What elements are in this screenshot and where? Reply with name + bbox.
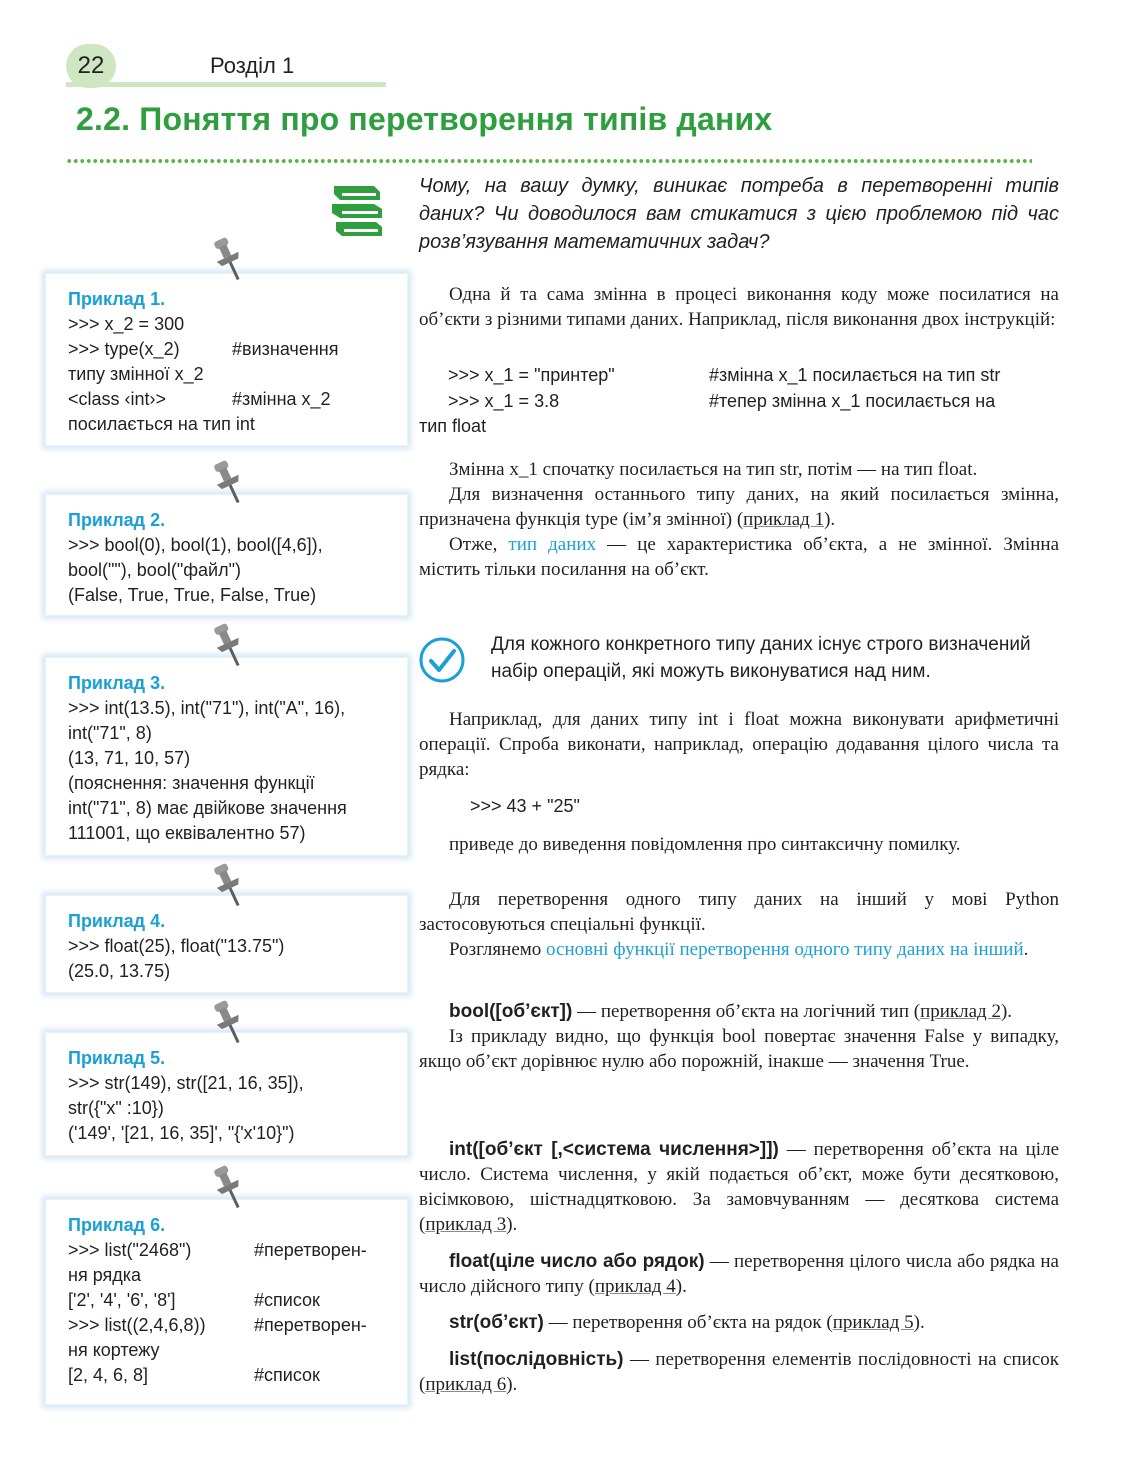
function-float: float(ціле число або рядок) — перетворення цілого числа або рядка на число дійсного типу (приклад 4).	[419, 1251, 1059, 1297]
pushpin-icon	[206, 1164, 250, 1212]
code-line: int("71", 8) має двійкове значення	[68, 798, 347, 818]
code-line: (пояснення: значення функції	[68, 773, 315, 793]
example-title: Приклад 2.	[68, 510, 166, 530]
code-line: [2, 4, 6, 8] #список	[68, 1365, 320, 1385]
code-line: (25.0, 13.75)	[68, 961, 171, 981]
paragraph-body: Наприклад, для даних типу int і float можна виконувати арифметичні операції. Спроба виконати, наприклад, операцію додавання цілого числа та рядка:	[419, 709, 1059, 780]
code-line: ня рядка	[68, 1265, 142, 1285]
function-list: list(послідовність) — перетворення елементів послідовності на список (приклад 6).	[419, 1349, 1059, 1395]
code-line: >>> x_1 = "принтер"	[448, 365, 615, 385]
example-box-5	[46, 1033, 407, 1155]
example-title: Приклад 3.	[68, 673, 166, 693]
code-line: <class ‹int›> #змінна x_2	[68, 389, 331, 409]
code-line: bool(""), bool("файл")	[68, 560, 241, 580]
code-comment: #тепер змінна x_1 посилається на	[709, 391, 996, 411]
example-box-3	[46, 658, 407, 855]
code-line: (False, True, True, False, True)	[68, 585, 317, 605]
pushpin-icon	[206, 862, 250, 910]
example-title: Приклад 6.	[68, 1215, 166, 1235]
paragraph-body: Для перетворення одного типу даних на інший у мові Python застосовуються спеціальні функції. Розглянемо основні функції перетворення одного типу даних на інший.	[419, 889, 1059, 960]
header-rule	[66, 82, 386, 87]
example-box-2	[46, 495, 407, 615]
code-line: ('149', '[21, 16, 35]', "{'x'10}")	[68, 1123, 295, 1143]
example-title: Приклад 5.	[68, 1048, 166, 1068]
section-title: 2.2. Поняття про перетворення типів даних	[76, 101, 773, 137]
code-line: типу змінної x_2	[68, 364, 204, 384]
code-line: ня кортежу	[68, 1340, 160, 1360]
paragraph-intro: Одна й та сама змінна в процесі виконання коду може посилатися на об’єкти з різними типами даних. Наприклад, після виконання двох інструкцій:	[419, 284, 1059, 330]
books-icon	[330, 180, 386, 240]
example-ref-link[interactable]: приклад 2	[920, 1001, 1001, 1022]
function-int: int([об’єкт [,<система числення>]]) — перетворення об’єкта на ціле число. Система числення, у якій подається об’єкт, може бути десятковою, вісімковою, шістнадцятковою. За замовчуванням — десяткова система (приклад 3).	[419, 1139, 1060, 1235]
page-number: 22	[66, 44, 116, 88]
code-line: 111001, що еквівалентно 57)	[68, 823, 306, 843]
example-box-4	[46, 896, 407, 992]
dotted-divider	[66, 158, 1032, 164]
code-comment: тип float	[419, 416, 487, 436]
code-line: посилається на тип int	[68, 414, 255, 434]
example-title: Приклад 1.	[68, 289, 166, 309]
example-ref-link[interactable]: приклад 3	[425, 1214, 507, 1235]
code-line: >>> str(149), str([21, 16, 35]),	[68, 1073, 304, 1093]
pushpin-icon	[206, 459, 250, 507]
example-ref-link[interactable]: приклад 6	[425, 1374, 507, 1395]
code-line: >>> list((2,4,6,8)) #перетворен-	[68, 1315, 367, 1335]
pushpin-icon	[206, 999, 250, 1047]
example-ref-link[interactable]: приклад 4	[594, 1276, 676, 1297]
code-line: >>> x_1 = 3.8	[448, 391, 560, 411]
code-line: >>> int(13.5), int("71"), int("A", 16),	[68, 698, 346, 718]
example-title: Приклад 4.	[68, 911, 166, 931]
code-line: (13, 71, 10, 57)	[68, 748, 191, 768]
paragraph-body: Змінна x_1 спочатку посилається на тип str, потім — на тип float. Для визначення останнього типу даних, на який посилається змінна, призначена функція type (ім’я змінної) (приклад 1). Отже, тип даних — це характеристика об’єкта, а не змінної. Змінна містить тільки посилання на об’єкт.	[419, 459, 1059, 580]
code-line: int("71", 8)	[68, 723, 152, 743]
pushpin-icon	[206, 236, 250, 284]
intro-question: Чому, на вашу думку, виникає потреба в перетворенні типів даних? Чи доводилося вам стикатися з цією проблемою під час розв’язування математичних задач?	[419, 175, 1059, 253]
code-line: >>> float(25), float("13.75")	[68, 936, 285, 956]
example-ref-link[interactable]: приклад 1	[743, 509, 825, 530]
function-str: str(об’єкт) — перетворення об’єкта на рядок (приклад 5).	[449, 1312, 925, 1333]
paragraph-body: приведе до виведення повідомлення про синтаксичну помилку.	[449, 834, 961, 855]
function-bool: bool([об’єкт]) — перетворення об’єкта на логічний тип (приклад 2). Із прикладу видно, що функція bool повертає значення False у випадку, якщо об’єкт дорівнює нулю або порожній, інакше — значення True.	[419, 1001, 1059, 1072]
term-link[interactable]: основні функції перетворення одного типу даних на інший	[546, 939, 1024, 960]
checkmark-icon	[418, 636, 466, 684]
code-line: >>> list("2468") #перетворен-	[68, 1240, 367, 1260]
code-line: >>> x_2 = 300	[68, 314, 185, 334]
note-text: Для кожного конкретного типу даних існує строго визначений набір операцій, які можуть виконуватися над ним.	[491, 634, 1031, 682]
term-link[interactable]: тип даних	[508, 534, 597, 555]
code-line: >>> 43 + "25"	[470, 796, 580, 816]
code-line: ['2', '4', '6', '8'] #список	[68, 1290, 320, 1310]
example-box-6	[46, 1200, 407, 1404]
pushpin-icon	[206, 622, 250, 670]
example-ref-link[interactable]: приклад 5	[832, 1312, 914, 1333]
code-line: >>> bool(0), bool(1), bool([4,6]),	[68, 535, 323, 555]
code-comment: #змінна x_1 посилається на тип str	[709, 365, 1001, 385]
code-line: str({"x" :10})	[68, 1098, 164, 1118]
example-box-1	[46, 274, 407, 445]
section-name: Розділ 1	[210, 53, 295, 78]
code-line: >>> type(x_2) #визначення	[68, 339, 339, 359]
